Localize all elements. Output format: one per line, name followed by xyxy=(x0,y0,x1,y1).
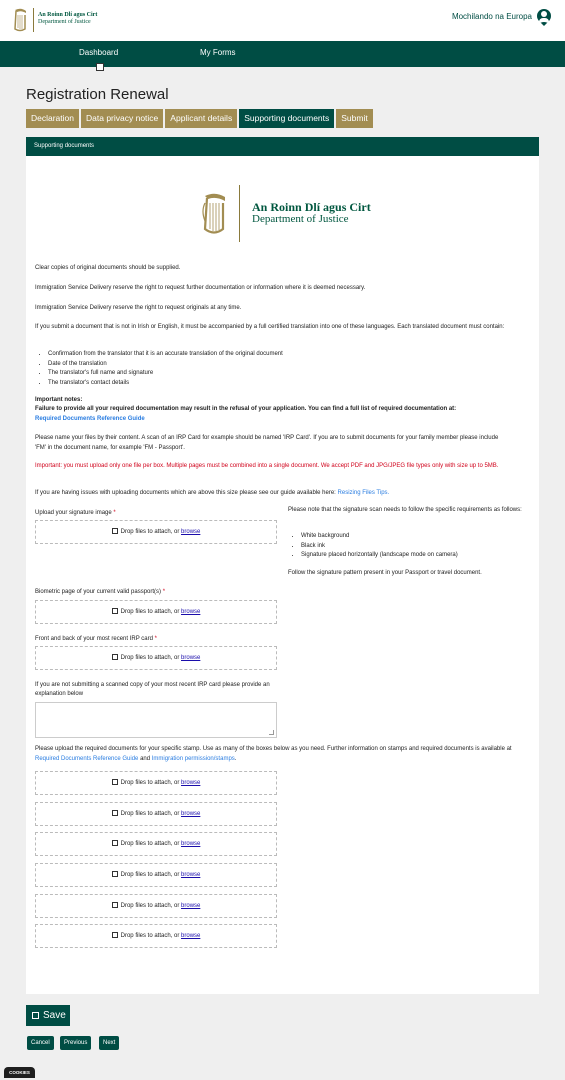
stamp-dropzone-3[interactable] xyxy=(35,832,277,856)
checkbox-icon xyxy=(112,608,118,614)
browse-link[interactable]: browse xyxy=(181,609,201,615)
required-marker: * xyxy=(154,636,157,642)
signature-requirements-list xyxy=(301,532,531,561)
dropzone-text: Drop files to attach, or xyxy=(120,780,180,786)
stamp-dropzone-2[interactable] xyxy=(35,802,277,826)
cookies-button[interactable]: COOKIES xyxy=(4,1067,35,1078)
list-item: • Signature placed horizontally (landscape mode on camera) xyxy=(301,551,531,561)
save-button-label: Save xyxy=(43,1010,66,1021)
harp-emblem-icon xyxy=(199,191,229,237)
user-avatar-icon[interactable] xyxy=(537,9,551,23)
emblem-text-irish: An Roinn Dlí agus Cirt xyxy=(252,200,371,214)
irp-explanation-textarea[interactable] xyxy=(35,702,277,738)
main-nav xyxy=(0,41,565,67)
chevron-down-icon[interactable] xyxy=(541,23,547,26)
next-button[interactable]: Next xyxy=(99,1036,119,1050)
intro-paragraph-3: Immigration Service Delivery reserve the right to request originals at any time. xyxy=(35,305,242,311)
tab-data-privacy-notice[interactable]: Data privacy notice xyxy=(81,109,163,128)
passport-label-text: Biometric page of your current valid passport(s) xyxy=(35,589,162,595)
required-marker: * xyxy=(113,510,116,516)
important-notes-label: Important notes: xyxy=(35,397,83,403)
browse-link[interactable]: browse xyxy=(181,811,201,817)
dropzone-text: Drop files to attach, or xyxy=(120,872,180,878)
emblem-text-english: Department of Justice xyxy=(252,213,349,225)
browse-link[interactable]: browse xyxy=(181,780,201,786)
dropzone-text: Drop files to attach, or xyxy=(120,609,180,615)
list-item: • The translator's full name and signature xyxy=(48,369,508,379)
dropzone-text: Drop files to attach, or xyxy=(120,811,180,817)
checkbox-icon xyxy=(112,932,118,938)
checkbox-icon xyxy=(112,902,118,908)
page-title: Registration Renewal xyxy=(26,86,169,103)
passport-label xyxy=(35,588,165,597)
checkbox-icon xyxy=(112,810,118,816)
save-button[interactable] xyxy=(26,1005,70,1026)
checkbox-icon xyxy=(112,871,118,877)
signature-note-intro: Please note that the signature scan needs to follow the specific requirements as follows: xyxy=(288,507,522,513)
dropzone-text: Drop files to attach, or xyxy=(120,529,180,535)
stamp-period: . xyxy=(234,755,237,762)
tab-supporting-documents[interactable]: Supporting documents xyxy=(239,109,334,128)
irp-card-label-text: Front and back of your most recent IRP card xyxy=(35,636,153,642)
stamp-dropzone-1[interactable] xyxy=(35,771,277,795)
user-name[interactable]: Mochilando na Europa xyxy=(451,12,532,21)
stamp-dropzone-5[interactable] xyxy=(35,894,277,918)
browse-link[interactable]: browse xyxy=(181,933,201,939)
stamp-and-text: and xyxy=(140,755,151,762)
tab-applicant-details[interactable]: Applicant details xyxy=(165,109,237,128)
resizing-files-link[interactable]: Resizing Files Tips. xyxy=(337,490,390,496)
logo-text-irish: An Roinn Dlí agus Cirt xyxy=(38,12,98,18)
irp-explanation-label: If you are not submitting a scanned copy of your most recent IRP card please provide an explanation below xyxy=(35,682,270,697)
intro-paragraph-1: Clear copies of original documents should be supplied. xyxy=(35,265,181,271)
browse-link[interactable]: browse xyxy=(181,655,201,661)
translation-paragraph: If you submit a document that is not in Irish or English, it must be accompanied by a full certified translation into one of these languages. Each translated document must contain: xyxy=(35,324,505,330)
resize-note xyxy=(35,489,533,499)
list-item: • Date of the translation xyxy=(48,360,508,370)
dropzone-text: Drop files to attach, or xyxy=(120,933,180,939)
browse-link[interactable]: browse xyxy=(181,903,201,909)
dropzone-text: Drop files to attach, or xyxy=(120,903,180,909)
harp-logo-icon xyxy=(11,7,29,33)
previous-button[interactable]: Previous xyxy=(60,1036,91,1050)
intro-paragraph-2: Immigration Service Delivery reserve the right to request further documentation or information where it is deemed necessary. xyxy=(35,285,366,291)
cancel-button[interactable]: Cancel xyxy=(27,1036,54,1050)
dropzone-text: Drop files to attach, or xyxy=(120,841,180,847)
browse-link[interactable]: browse xyxy=(181,529,201,535)
list-item: • Confirmation from the translator that it is an accurate translation of the original document xyxy=(48,350,508,360)
stamp-instructions xyxy=(35,745,533,764)
stamp-instructions-text: Please upload the required documents for your specific stamp. Use as many of the boxes below as you need. Further information on stamps and required documents is available at xyxy=(35,746,512,752)
list-item: • White background xyxy=(301,532,531,542)
checkbox-icon xyxy=(112,840,118,846)
nav-checkbox-icon[interactable] xyxy=(96,63,104,71)
nav-dashboard[interactable]: Dashboard xyxy=(79,48,119,57)
passport-dropzone[interactable] xyxy=(35,600,277,624)
checkbox-icon xyxy=(112,528,118,534)
resize-grip-icon[interactable] xyxy=(269,730,274,735)
list-item: • The translator's contact details xyxy=(48,379,508,389)
tab-submit[interactable]: Submit xyxy=(336,109,372,128)
step-tabs xyxy=(26,109,373,128)
save-icon xyxy=(32,1012,39,1019)
irp-card-dropzone[interactable] xyxy=(35,646,277,670)
section-header: Supporting documents xyxy=(26,137,539,156)
stamp-reference-guide-link[interactable]: Required Documents Reference Guide xyxy=(35,755,139,762)
checkbox-icon xyxy=(112,779,118,785)
signature-dropzone[interactable] xyxy=(35,520,277,544)
dropzone-text: Drop files to attach, or xyxy=(120,655,180,661)
tab-declaration[interactable]: Declaration xyxy=(26,109,79,128)
immigration-permission-link[interactable]: Immigration permission/stamps xyxy=(151,755,235,762)
signature-label xyxy=(35,509,116,518)
translation-requirements-list xyxy=(48,350,508,388)
nav-my-forms[interactable]: My Forms xyxy=(200,48,236,57)
logo-text-english: Department of Justice xyxy=(38,19,91,25)
logo-divider xyxy=(33,8,34,32)
checkbox-icon xyxy=(112,654,118,660)
stamp-dropzone-4[interactable] xyxy=(35,863,277,887)
irp-card-label xyxy=(35,635,157,644)
reference-guide-link[interactable]: Required Documents Reference Guide xyxy=(35,416,145,422)
upload-warning: Important: you must upload only one file per box. Multiple pages must be combined into a single document. We accept PDF and JPG/JPEG file types only with size up to 5MB. xyxy=(35,463,499,469)
browse-link[interactable]: browse xyxy=(181,872,201,878)
important-notes-text: Failure to provide all your required documentation may result in the refusal of your application. You can find a full list of required documentation at: xyxy=(35,406,457,412)
signature-label-text: Upload your signature image xyxy=(35,510,112,516)
required-marker: * xyxy=(162,589,166,595)
naming-instructions: Please name your files by their content. A scan of an IRP Card for example should be named 'IRP Card'. If you are to submit documents for your family member please include 'FM' in the document name, for example 'FM - Passport'. xyxy=(35,435,499,451)
top-bar xyxy=(0,0,565,41)
emblem-divider xyxy=(239,185,240,242)
list-item: • Black ink xyxy=(301,542,531,552)
stamp-dropzone-6[interactable] xyxy=(35,924,277,948)
signature-note-outro: Follow the signature pattern present in your Passport or travel document. xyxy=(288,570,482,576)
resize-note-text: If you are having issues with uploading documents which are above this size please see our guide available here: xyxy=(35,490,336,496)
browse-link[interactable]: browse xyxy=(181,841,201,847)
